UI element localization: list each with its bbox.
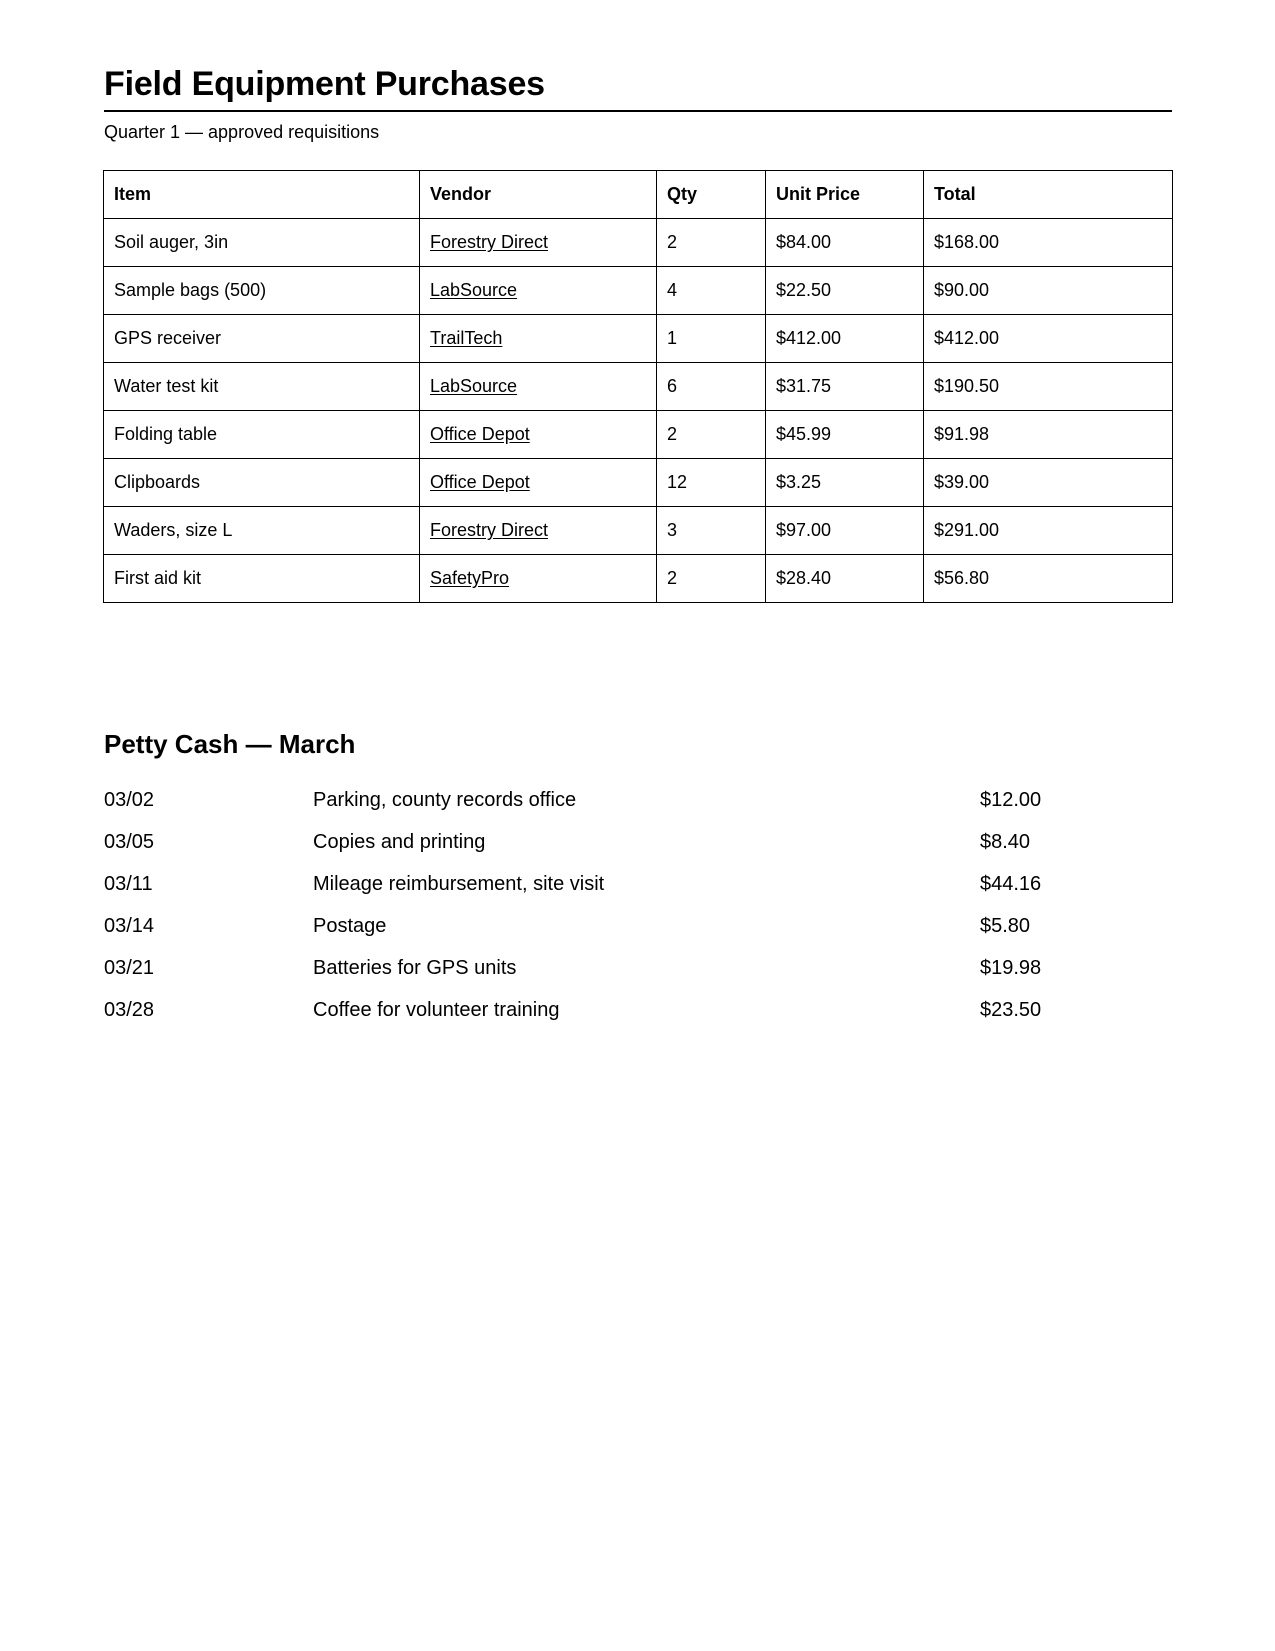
cell-vendor xyxy=(420,507,657,555)
vendor-link[interactable]: Office Depot xyxy=(430,424,530,444)
entry-date: 03/21 xyxy=(104,957,155,979)
table-row xyxy=(104,459,1173,507)
cell-qty: 3 xyxy=(657,507,766,555)
cell-unit-price: $45.99 xyxy=(766,411,924,459)
cell-unit-price: $3.25 xyxy=(766,459,924,507)
entry-date: 03/11 xyxy=(104,873,153,895)
entry-description: Copies and printing xyxy=(313,831,486,853)
list-item xyxy=(104,784,1172,826)
cell-qty: 12 xyxy=(657,459,766,507)
list-item xyxy=(104,994,1172,1036)
cell-qty: 6 xyxy=(657,363,766,411)
cell-total: $90.00 xyxy=(924,267,1173,315)
cell-total: $91.98 xyxy=(924,411,1173,459)
cell-item: Soil auger, 3in xyxy=(104,219,420,267)
cell-item: First aid kit xyxy=(104,555,420,603)
cell-total: $291.00 xyxy=(924,507,1173,555)
cell-qty: 2 xyxy=(657,219,766,267)
title-rule xyxy=(104,110,1172,112)
entry-description: Batteries for GPS units xyxy=(313,957,517,979)
entry-date: 03/05 xyxy=(104,831,155,853)
table-row xyxy=(104,507,1173,555)
vendor-link[interactable]: LabSource xyxy=(430,376,518,396)
vendor-link[interactable]: Office Depot xyxy=(430,472,530,492)
entry-amount: $8.40 xyxy=(980,831,1031,853)
column-header-unit-price: Unit Price xyxy=(766,171,924,219)
entry-description: Postage xyxy=(313,915,387,937)
cell-qty: 4 xyxy=(657,267,766,315)
entry-amount: $44.16 xyxy=(980,873,1042,895)
cell-vendor xyxy=(420,411,657,459)
cell-unit-price: $412.00 xyxy=(766,315,924,363)
vendor-link[interactable]: LabSource xyxy=(430,280,518,300)
column-header-vendor: Vendor xyxy=(420,171,657,219)
cell-unit-price: $84.00 xyxy=(766,219,924,267)
cell-vendor xyxy=(420,267,657,315)
cell-total: $190.50 xyxy=(924,363,1173,411)
petty-cash-list xyxy=(104,784,1172,1036)
entry-amount: $19.98 xyxy=(980,957,1042,979)
cell-vendor xyxy=(420,315,657,363)
cell-vendor xyxy=(420,363,657,411)
entry-amount: $23.50 xyxy=(980,999,1042,1021)
cell-vendor xyxy=(420,555,657,603)
entry-amount: $5.80 xyxy=(980,915,1031,937)
entry-amount: $12.00 xyxy=(980,789,1042,811)
cell-item: Clipboards xyxy=(104,459,420,507)
cell-vendor xyxy=(420,219,657,267)
table-row xyxy=(104,315,1173,363)
list-item xyxy=(104,868,1172,910)
table-header-row xyxy=(104,171,1173,219)
entry-date: 03/02 xyxy=(104,789,155,811)
cell-vendor xyxy=(420,459,657,507)
cell-qty: 1 xyxy=(657,315,766,363)
cell-item: Sample bags (500) xyxy=(104,267,420,315)
vendor-link[interactable]: Forestry Direct xyxy=(430,232,549,252)
table-row xyxy=(104,411,1173,459)
table-row xyxy=(104,267,1173,315)
list-item xyxy=(104,952,1172,994)
list-item xyxy=(104,910,1172,952)
column-header-qty: Qty xyxy=(657,171,766,219)
cell-total: $168.00 xyxy=(924,219,1173,267)
cell-unit-price: $31.75 xyxy=(766,363,924,411)
table-row xyxy=(104,555,1173,603)
cell-item: Folding table xyxy=(104,411,420,459)
purchases-table xyxy=(103,170,1173,603)
entry-description: Mileage reimbursement, site visit xyxy=(313,873,605,895)
column-header-total: Total xyxy=(924,171,1173,219)
table-row xyxy=(104,363,1173,411)
cell-qty: 2 xyxy=(657,555,766,603)
cell-unit-price: $22.50 xyxy=(766,267,924,315)
cell-item: Waders, size L xyxy=(104,507,420,555)
column-header-item: Item xyxy=(104,171,420,219)
cell-item: Water test kit xyxy=(104,363,420,411)
vendor-link[interactable]: SafetyPro xyxy=(430,568,510,588)
entry-date: 03/28 xyxy=(104,999,155,1021)
cell-unit-price: $28.40 xyxy=(766,555,924,603)
cell-item: GPS receiver xyxy=(104,315,420,363)
list-item xyxy=(104,826,1172,868)
cell-unit-price: $97.00 xyxy=(766,507,924,555)
page-subtitle: Quarter 1 — approved requisitions xyxy=(104,122,380,142)
entry-description: Parking, county records office xyxy=(313,789,577,811)
vendor-link[interactable]: Forestry Direct xyxy=(430,520,549,540)
cell-total: $39.00 xyxy=(924,459,1173,507)
cell-total: $56.80 xyxy=(924,555,1173,603)
entry-date: 03/14 xyxy=(104,915,155,937)
cell-total: $412.00 xyxy=(924,315,1173,363)
table-row xyxy=(104,219,1173,267)
entry-description: Coffee for volunteer training xyxy=(313,999,560,1021)
vendor-link[interactable]: TrailTech xyxy=(430,328,503,348)
petty-cash-heading: Petty Cash — March xyxy=(104,729,356,759)
cell-qty: 2 xyxy=(657,411,766,459)
page-title: Field Equipment Purchases xyxy=(104,65,545,103)
